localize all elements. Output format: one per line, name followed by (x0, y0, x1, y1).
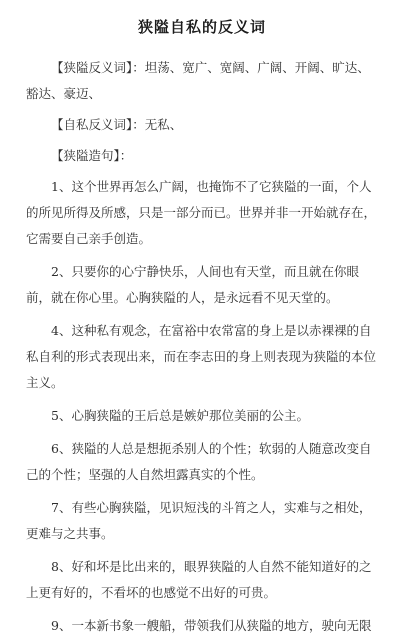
example-sentence: 6、狭隘的人总是想扼杀别人的个性；软弱的人随意改变自己的个性；坚强的人自然坦露真实的个性。 (26, 441, 372, 482)
sentences-heading: 【狭隘造句】： (51, 148, 133, 163)
example-sentence: 8、好和坏是比出来的，眼界狭隘的人自然不能知道好的之上更有好的，不看坏的也感觉不出好的可贵。 (26, 559, 372, 600)
example-sentence: 9、一本新书象一艘船，带领我们从狭隘的地方，驶向无限 (51, 618, 372, 633)
example-sentence: 5、心胸狭隘的王后总是嫉妒那位美丽的公主。 (51, 408, 309, 423)
example-sentence: 7、有些心胸狭隘，见识短浅的斗筲之人，实难与之相处，更难与之共事。 (26, 500, 372, 541)
document-title: 狭隘自私的反义词 (137, 18, 266, 36)
example-sentence: 1、这个世界再怎么广阔，也掩饰不了它狭隘的一面，个人的所见所得及所感，只是一部分而已。世界并非一开始就存在，它需要自己亲手创造。 (26, 179, 377, 246)
antonyms-narrow: 【狭隘反义词】：坦荡、宽广、宽阔、广阔、开阔、旷达、豁达、豪迈、 (26, 60, 370, 101)
example-sentence: 2、只要你的心宁静快乐，人间也有天堂，而且就在你眼前，就在你心里。心胸狭隘的人，是永远看不见天堂的。 (26, 264, 359, 305)
antonyms-selfish: 【自私反义词】：无私、 (51, 117, 183, 132)
example-sentence: 4、这种私有观念，在富裕中农常富的身上是以赤裸裸的自私自利的形式表现出来，而在李志田的身上则表现为狭隘的本位主义。 (26, 323, 377, 390)
